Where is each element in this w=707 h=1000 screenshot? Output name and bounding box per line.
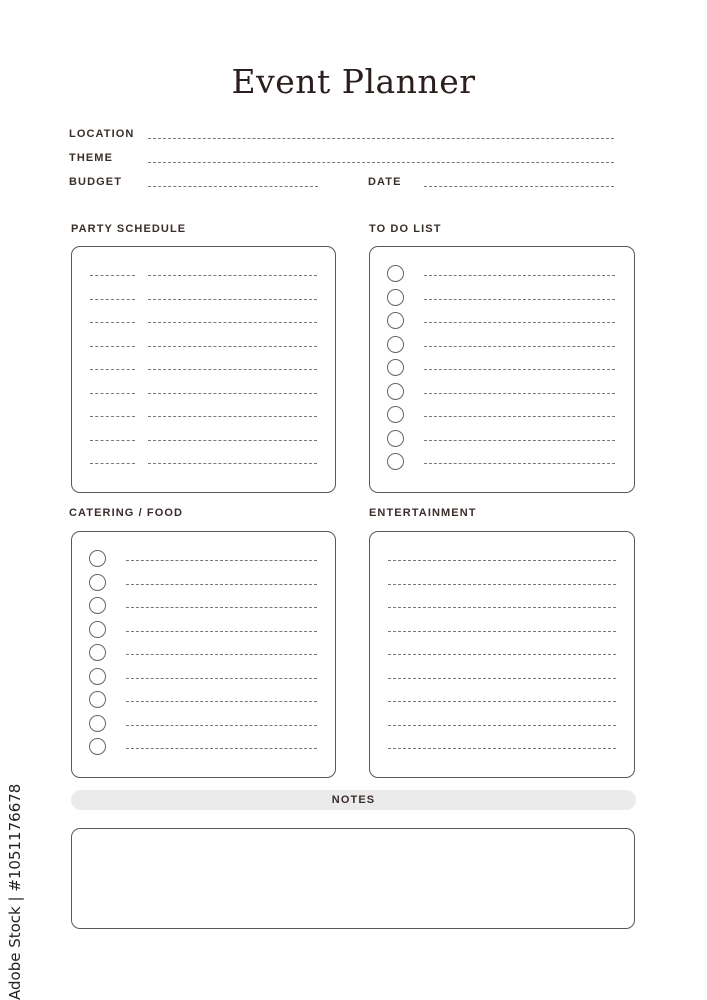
entertainment-line[interactable] xyxy=(388,654,616,655)
catering-line[interactable] xyxy=(126,701,317,702)
schedule-time-line[interactable] xyxy=(90,275,135,276)
location-line[interactable] xyxy=(148,138,614,139)
todo-line[interactable] xyxy=(424,463,615,464)
todo-line[interactable] xyxy=(424,299,615,300)
catering-line[interactable] xyxy=(126,560,317,561)
schedule-activity-line[interactable] xyxy=(148,416,317,417)
location-label: LOCATION xyxy=(69,128,135,140)
schedule-activity-line[interactable] xyxy=(148,393,317,394)
entertainment-line[interactable] xyxy=(388,678,616,679)
catering-checkbox[interactable] xyxy=(89,644,106,661)
schedule-activity-line[interactable] xyxy=(148,463,317,464)
todo-checkbox[interactable] xyxy=(387,383,404,400)
catering-line[interactable] xyxy=(126,631,317,632)
catering-checkbox[interactable] xyxy=(89,574,106,591)
todo-checkbox[interactable] xyxy=(387,312,404,329)
catering-food-heading: CATERING / FOOD xyxy=(69,507,184,519)
budget-line[interactable] xyxy=(148,186,318,187)
catering-checkbox[interactable] xyxy=(89,621,106,638)
catering-line[interactable] xyxy=(126,607,317,608)
todo-checkbox[interactable] xyxy=(387,289,404,306)
catering-checkbox[interactable] xyxy=(89,668,106,685)
date-label: DATE xyxy=(368,176,402,188)
entertainment-line[interactable] xyxy=(388,584,616,585)
schedule-time-line[interactable] xyxy=(90,463,135,464)
catering-line[interactable] xyxy=(126,725,317,726)
schedule-activity-line[interactable] xyxy=(148,440,317,441)
todo-line[interactable] xyxy=(424,416,615,417)
todo-checkbox[interactable] xyxy=(387,265,404,282)
to-do-list-heading: TO DO LIST xyxy=(369,223,442,235)
todo-line[interactable] xyxy=(424,322,615,323)
schedule-time-line[interactable] xyxy=(90,369,135,370)
catering-checkbox[interactable] xyxy=(89,715,106,732)
entertainment-line[interactable] xyxy=(388,560,616,561)
entertainment-heading: ENTERTAINMENT xyxy=(369,507,477,519)
schedule-activity-line[interactable] xyxy=(148,322,317,323)
todo-line[interactable] xyxy=(424,440,615,441)
todo-checkbox[interactable] xyxy=(387,453,404,470)
schedule-activity-line[interactable] xyxy=(148,275,317,276)
schedule-activity-line[interactable] xyxy=(148,346,317,347)
todo-line[interactable] xyxy=(424,346,615,347)
catering-checkbox[interactable] xyxy=(89,550,106,567)
schedule-time-line[interactable] xyxy=(90,322,135,323)
entertainment-line[interactable] xyxy=(388,607,616,608)
schedule-time-line[interactable] xyxy=(90,416,135,417)
schedule-activity-line[interactable] xyxy=(148,369,317,370)
stock-watermark: Adobe Stock | #1051176678 xyxy=(6,783,24,1000)
todo-checkbox[interactable] xyxy=(387,430,404,447)
catering-line[interactable] xyxy=(126,678,317,679)
schedule-time-line[interactable] xyxy=(90,346,135,347)
theme-label: THEME xyxy=(69,152,113,164)
party-schedule-heading: PARTY SCHEDULE xyxy=(71,223,187,235)
catering-line[interactable] xyxy=(126,654,317,655)
notes-box[interactable] xyxy=(71,828,635,929)
todo-checkbox[interactable] xyxy=(387,406,404,423)
notes-heading: NOTES xyxy=(71,790,636,810)
todo-checkbox[interactable] xyxy=(387,336,404,353)
catering-line[interactable] xyxy=(126,584,317,585)
schedule-activity-line[interactable] xyxy=(148,299,317,300)
catering-checkbox[interactable] xyxy=(89,691,106,708)
todo-checkbox[interactable] xyxy=(387,359,404,376)
schedule-time-line[interactable] xyxy=(90,299,135,300)
budget-label: BUDGET xyxy=(69,176,123,188)
entertainment-line[interactable] xyxy=(388,725,616,726)
date-line[interactable] xyxy=(424,186,614,187)
entertainment-line[interactable] xyxy=(388,748,616,749)
entertainment-line[interactable] xyxy=(388,631,616,632)
todo-line[interactable] xyxy=(424,275,615,276)
todo-line[interactable] xyxy=(424,393,615,394)
todo-line[interactable] xyxy=(424,369,615,370)
schedule-time-line[interactable] xyxy=(90,440,135,441)
schedule-time-line[interactable] xyxy=(90,393,135,394)
catering-checkbox[interactable] xyxy=(89,597,106,614)
page-title: Event Planner xyxy=(231,62,476,101)
catering-checkbox[interactable] xyxy=(89,738,106,755)
entertainment-line[interactable] xyxy=(388,701,616,702)
catering-line[interactable] xyxy=(126,748,317,749)
theme-line[interactable] xyxy=(148,162,614,163)
